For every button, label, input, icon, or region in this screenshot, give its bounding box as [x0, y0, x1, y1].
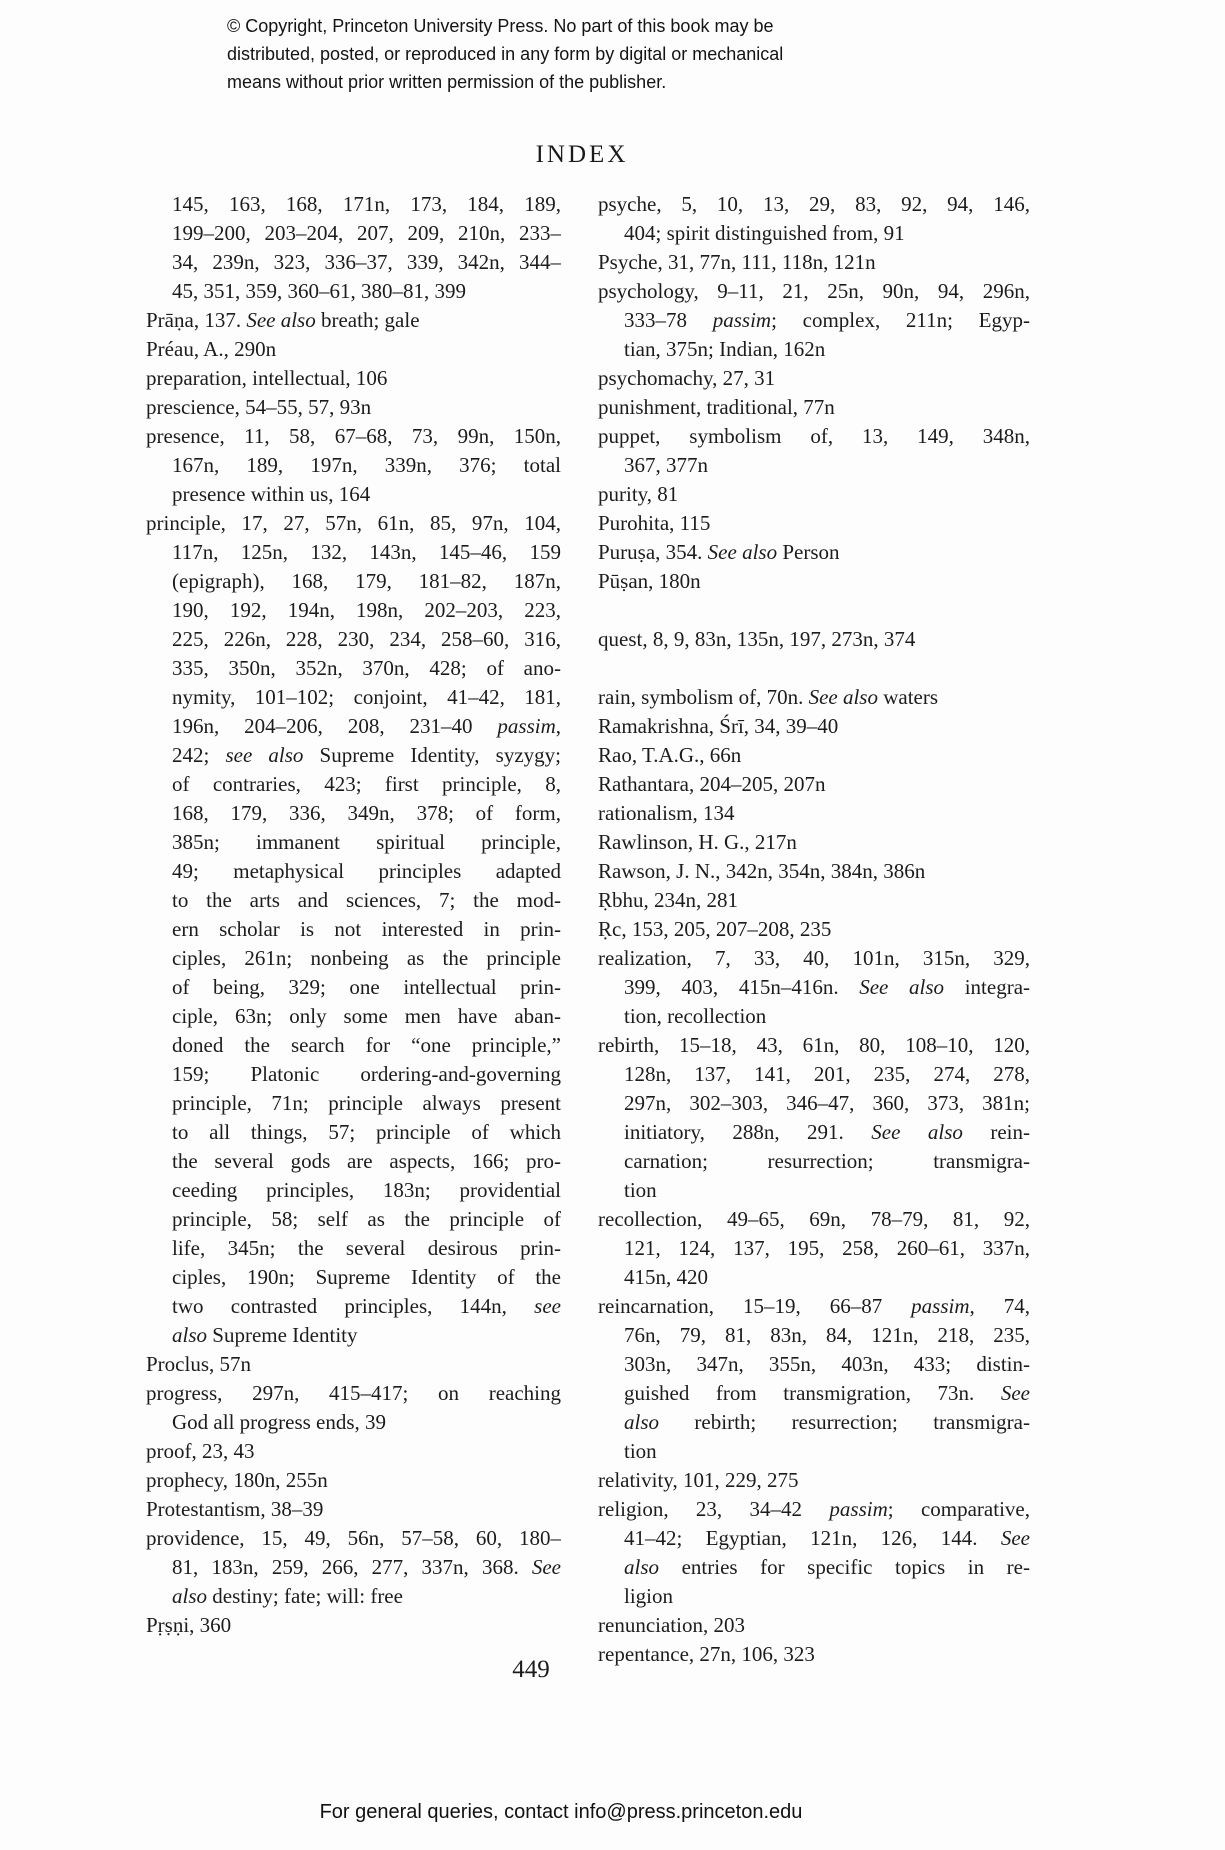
index-line-continuation: [598, 1437, 1030, 1466]
index-line-continuation: [598, 1379, 1030, 1408]
index-entry-line: [146, 1466, 561, 1495]
index-line-continuation: [146, 596, 561, 625]
index-text: guished from transmigration, 73n.: [624, 1381, 1001, 1405]
index-text: destiny; fate; will: free: [207, 1584, 403, 1608]
index-text: 159; Platonic ordering-and-governing: [172, 1062, 561, 1086]
cross-reference-text: also: [172, 1323, 208, 1347]
index-text: Supreme Identity, syzygy;: [303, 743, 561, 767]
index-text: Person: [777, 540, 840, 564]
cross-reference-text: passim: [911, 1294, 970, 1318]
index-line-continuation: [146, 248, 561, 277]
index-text: 45, 351, 359, 360–61, 380–81, 399: [172, 279, 466, 303]
index-text: Rawlinson, H. G., 217n: [598, 830, 797, 854]
cross-reference-text: see: [534, 1294, 561, 1318]
cross-reference-text: See: [531, 1555, 561, 1579]
index-text: quest, 8, 9, 83n, 135n, 197, 273n, 374: [598, 627, 916, 651]
index-text: Supreme Identity: [207, 1323, 358, 1347]
index-text: 168, 179, 336, 349n, 378; of form,: [172, 801, 561, 825]
index-text: 385n; immanent spiritual principle,: [172, 830, 561, 854]
cross-reference-text: passim: [497, 714, 556, 738]
copyright-line: means without prior written permission of the publisher.: [227, 72, 667, 92]
index-entry-line: [598, 944, 1030, 973]
index-entry-line: [598, 480, 1030, 509]
index-text: prescience, 54–55, 57, 93n: [146, 395, 372, 419]
index-text: relativity, 101, 229, 275: [598, 1468, 799, 1492]
index-line-continuation: [598, 1176, 1030, 1205]
index-text: rationalism, 134: [598, 801, 735, 825]
index-entry-line: [146, 364, 561, 393]
cross-reference-text: See also: [859, 975, 945, 999]
index-text: psychomachy, 27, 31: [598, 366, 776, 390]
index-text: 145, 163, 168, 171n, 173, 184, 189,: [172, 192, 561, 216]
index-line-continuation: [146, 1292, 561, 1321]
index-text: rebirth, 15–18, 43, 61n, 80, 108–10, 120,: [598, 1033, 1030, 1057]
index-text: 415n, 420: [624, 1265, 708, 1289]
index-text: integra-: [944, 975, 1030, 999]
index-line-continuation: [146, 799, 561, 828]
index-entry-line: [598, 857, 1030, 886]
index-text: 34, 239n, 323, 336–37, 339, 342n, 344–: [172, 250, 561, 274]
index-text: religion, 23, 34–42: [598, 1497, 830, 1521]
index-text: 404; spirit distinguished from, 91: [624, 221, 905, 245]
index-text: 242;: [172, 743, 226, 767]
index-line-continuation: [146, 683, 561, 712]
index-text: Prāṇa, 137.: [146, 308, 247, 332]
index-text: 297n, 302–303, 346–47, 360, 373, 381n;: [624, 1091, 1030, 1115]
index-text: ciples, 190n; Supreme Identity of the: [172, 1265, 561, 1289]
index-text: initiatory, 288n, 291.: [624, 1120, 872, 1144]
index-line-continuation: [598, 451, 1030, 480]
index-text: realization, 7, 33, 40, 101n, 315n, 329,: [598, 946, 1030, 970]
page-title: INDEX: [535, 141, 629, 168]
index-line-continuation: [146, 1118, 561, 1147]
index-text: waters: [877, 685, 939, 709]
index-line-continuation: [598, 335, 1030, 364]
index-text: punishment, traditional, 77n: [598, 395, 835, 419]
index-text: rebirth; resurrection; transmigra-: [659, 1410, 1030, 1434]
index-line-continuation: [146, 1002, 561, 1031]
index-line-continuation: [146, 190, 561, 219]
index-line-continuation: [146, 886, 561, 915]
index-line-continuation: [146, 828, 561, 857]
index-text: ,: [555, 714, 561, 738]
index-line-continuation: [146, 219, 561, 248]
cross-reference-text: also: [624, 1555, 660, 1579]
index-text: ; comparative,: [887, 1497, 1030, 1521]
index-line-continuation: [146, 1031, 561, 1060]
copyright-line: © Copyright, Princeton University Press. No part of this book may be: [227, 16, 774, 36]
index-entry-line: [598, 683, 1030, 712]
index-line-continuation: [146, 915, 561, 944]
index-text: Protestantism, 38–39: [146, 1497, 324, 1521]
index-text: reincarnation, 15–19, 66–87: [598, 1294, 912, 1318]
index-line-continuation: [598, 1553, 1030, 1582]
index-text: progress, 297n, 415–417; on reaching: [146, 1381, 561, 1405]
index-text: carnation; resurrection; transmigra-: [624, 1149, 1030, 1173]
index-text: of being, 329; one intellectual prin-: [172, 975, 561, 999]
index-entry-line: [598, 190, 1030, 219]
index-text: principle, 58; self as the principle of: [172, 1207, 561, 1231]
index-line-continuation: [598, 306, 1030, 335]
index-line-continuation: [146, 1553, 561, 1582]
footer-contact: For general queries, contact info@press.princeton.edu: [319, 1801, 803, 1823]
index-entry-line: [598, 1292, 1030, 1321]
index-text: tian, 375n; Indian, 162n: [624, 337, 826, 361]
index-text: 117n, 125n, 132, 143n, 145–46, 159: [172, 540, 561, 564]
index-line-continuation: [598, 973, 1030, 1002]
index-text: nymity, 101–102; conjoint, 41–42, 181,: [172, 685, 561, 709]
index-column-right: [598, 190, 1030, 1669]
index-line-continuation: [598, 1321, 1030, 1350]
index-text: principle, 71n; principle always present: [172, 1091, 561, 1115]
index-text: Rao, T.A.G., 66n: [598, 743, 742, 767]
index-text: Ṛbhu, 234n, 281: [598, 888, 739, 912]
index-text: tion: [624, 1439, 657, 1463]
index-entry-line: [598, 1466, 1030, 1495]
index-text: Pṛṣṇi, 360: [146, 1613, 232, 1637]
index-entry-line: [598, 625, 1030, 654]
index-text: preparation, intellectual, 106: [146, 366, 388, 390]
index-line-continuation: [598, 1060, 1030, 1089]
index-entry-line: [146, 1524, 561, 1553]
index-line-continuation: [146, 567, 561, 596]
index-text: Purohita, 115: [598, 511, 711, 535]
index-text: to all things, 57; principle of which: [172, 1120, 561, 1144]
index-text: 399, 403, 415n–416n.: [624, 975, 860, 999]
index-line-continuation: [146, 857, 561, 886]
index-entry-line: [598, 538, 1030, 567]
index-text: 196n, 204–206, 208, 231–40: [172, 714, 498, 738]
cross-reference-text: also: [172, 1584, 208, 1608]
index-column-left: [146, 190, 561, 1640]
index-entry-line: [598, 364, 1030, 393]
index-text: ciples, 261n; nonbeing as the principle: [172, 946, 561, 970]
index-entry-line: [146, 1379, 561, 1408]
index-text: 41–42; Egyptian, 121n, 126, 144.: [624, 1526, 1001, 1550]
index-entry-line: [598, 712, 1030, 741]
index-line-continuation: [146, 1060, 561, 1089]
index-text: ligion: [624, 1584, 674, 1608]
cross-reference-text: also: [624, 1410, 660, 1434]
index-line-continuation: [598, 1524, 1030, 1553]
index-text: Psyche, 31, 77n, 111, 118n, 121n: [598, 250, 876, 274]
index-text: tion: [624, 1178, 657, 1202]
index-entry-line: [598, 509, 1030, 538]
index-line-continuation: [146, 1089, 561, 1118]
index-entry-line: [598, 915, 1030, 944]
index-line-continuation: [146, 480, 561, 509]
index-text: 167n, 189, 197n, 339n, 376; total: [172, 453, 561, 477]
index-entry-line: [598, 393, 1030, 422]
index-entry-line: [598, 1031, 1030, 1060]
index-text: ern scholar is not interested in prin-: [172, 917, 561, 941]
index-line-continuation: [146, 451, 561, 480]
index-text: repentance, 27n, 106, 323: [598, 1642, 815, 1666]
index-entry-line: [598, 567, 1030, 596]
index-entry-line: [146, 335, 561, 364]
index-line-continuation: [146, 712, 561, 741]
index-line-continuation: [146, 944, 561, 973]
cross-reference-text: passim: [829, 1497, 888, 1521]
index-line-continuation: [146, 770, 561, 799]
index-entry-line: [146, 1611, 561, 1640]
index-text: doned the search for “one principle,”: [172, 1033, 561, 1057]
index-text: to the arts and sciences, 7; the mod-: [172, 888, 561, 912]
index-entry-line: [598, 770, 1030, 799]
index-line-continuation: [146, 625, 561, 654]
index-text: 49; metaphysical principles adapted: [172, 859, 561, 883]
index-entry-line: [146, 509, 561, 538]
index-line-continuation: [598, 219, 1030, 248]
index-text: Préau, A., 290n: [146, 337, 277, 361]
index-entry-line: [146, 306, 561, 335]
index-text: Rawson, J. N., 342n, 354n, 384n, 386n: [598, 859, 926, 883]
index-text: Rathantara, 204–205, 207n: [598, 772, 826, 796]
cross-reference-text: See also: [707, 540, 778, 564]
index-text: (epigraph), 168, 179, 181–82, 187n,: [172, 569, 561, 593]
index-line-continuation: [146, 1147, 561, 1176]
cross-reference-text: See: [1000, 1526, 1030, 1550]
index-line-continuation: [146, 277, 561, 306]
index-entry-line: [598, 886, 1030, 915]
cross-reference-text: See also: [246, 308, 316, 332]
index-text: Ṛc, 153, 205, 207–208, 235: [598, 917, 832, 941]
index-text: ceeding principles, 183n; providential: [172, 1178, 561, 1202]
index-text: 333–78: [624, 308, 713, 332]
index-entry-line: [598, 741, 1030, 770]
index-text: psychology, 9–11, 21, 25n, 90n, 94, 296n,: [598, 279, 1030, 303]
index-text: recollection, 49–65, 69n, 78–79, 81, 92,: [598, 1207, 1030, 1231]
index-text: 225, 226n, 228, 230, 234, 258–60, 316,: [172, 627, 561, 651]
index-line-continuation: [146, 1321, 561, 1350]
index-text: God all progress ends, 39: [172, 1410, 387, 1434]
index-line-continuation: [146, 1205, 561, 1234]
index-text: principle, 17, 27, 57n, 61n, 85, 97n, 104,: [146, 511, 561, 535]
index-text: prophecy, 180n, 255n: [146, 1468, 328, 1492]
index-line-continuation: [598, 1234, 1030, 1263]
cross-reference-text: See also: [871, 1120, 963, 1144]
index-text: 121, 124, 137, 195, 258, 260–61, 337n,: [624, 1236, 1030, 1260]
cross-reference-text: See: [1000, 1381, 1030, 1405]
index-entry-line: [598, 1495, 1030, 1524]
index-gap: [598, 596, 1030, 625]
index-text: providence, 15, 49, 56n, 57–58, 60, 180–: [146, 1526, 561, 1550]
index-line-continuation: [598, 1002, 1030, 1031]
index-text: Puruṣa, 354.: [598, 540, 708, 564]
index-text: purity, 81: [598, 482, 679, 506]
index-gap: [598, 654, 1030, 683]
index-text: , 74,: [969, 1294, 1030, 1318]
index-text: the several gods are aspects, 166; pro-: [172, 1149, 561, 1173]
index-text: presence, 11, 58, 67–68, 73, 99n, 150n,: [146, 424, 561, 448]
index-line-continuation: [598, 1118, 1030, 1147]
index-text: psyche, 5, 10, 13, 29, 83, 92, 94, 146,: [598, 192, 1030, 216]
index-entry-line: [598, 277, 1030, 306]
index-text: rain, symbolism of, 70n.: [598, 685, 809, 709]
index-entry-line: [598, 799, 1030, 828]
cross-reference-text: See also: [808, 685, 878, 709]
index-text: rein-: [962, 1120, 1030, 1144]
index-text: proof, 23, 43: [146, 1439, 255, 1463]
index-text: 199–200, 203–204, 207, 209, 210n, 233–: [172, 221, 561, 245]
index-text: 190, 192, 194n, 198n, 202–203, 223,: [172, 598, 561, 622]
index-entry-line: [598, 1205, 1030, 1234]
index-text: 76n, 79, 81, 83n, 84, 121n, 218, 235,: [624, 1323, 1030, 1347]
index-text: ciple, 63n; only some men have aban-: [172, 1004, 561, 1028]
index-text: entries for specific topics in re-: [659, 1555, 1030, 1579]
index-text: ; complex, 211n; Egyp-: [771, 308, 1030, 332]
index-line-continuation: [146, 1263, 561, 1292]
index-entry-line: [146, 1495, 561, 1524]
page-number: 449: [512, 1656, 550, 1683]
index-entry-line: [598, 248, 1030, 277]
index-line-continuation: [146, 741, 561, 770]
index-line-continuation: [598, 1263, 1030, 1292]
index-line-continuation: [146, 1582, 561, 1611]
index-text: puppet, symbolism of, 13, 149, 348n,: [598, 424, 1030, 448]
index-text: 367, 377n: [624, 453, 708, 477]
index-line-continuation: [146, 973, 561, 1002]
copyright-notice: [227, 12, 783, 96]
index-line-continuation: [598, 1350, 1030, 1379]
index-entry-line: [598, 422, 1030, 451]
index-text: life, 345n; the several desirous prin-: [172, 1236, 561, 1260]
index-entry-line: [146, 1350, 561, 1379]
index-text: 335, 350n, 352n, 370n, 428; of ano-: [172, 656, 561, 680]
index-line-continuation: [146, 1234, 561, 1263]
index-text: tion, recollection: [624, 1004, 767, 1028]
copyright-line: distributed, posted, or reproduced in any form by digital or mechanical: [227, 44, 784, 64]
index-line-continuation: [598, 1089, 1030, 1118]
index-line-continuation: [146, 654, 561, 683]
index-line-continuation: [146, 1408, 561, 1437]
index-text: Proclus, 57n: [146, 1352, 251, 1376]
index-text: 81, 183n, 259, 266, 277, 337n, 368.: [172, 1555, 532, 1579]
index-line-continuation: [598, 1147, 1030, 1176]
index-text: Ramakrishna, Śrī, 34, 39–40: [598, 714, 839, 738]
index-entry-line: [598, 1611, 1030, 1640]
index-entry-line: [598, 828, 1030, 857]
index-text: breath; gale: [315, 308, 420, 332]
index-line-continuation: [146, 538, 561, 567]
index-line-continuation: [598, 1582, 1030, 1611]
index-line-continuation: [146, 1176, 561, 1205]
index-text: Pūṣan, 180n: [598, 569, 701, 593]
cross-reference-text: see also: [225, 743, 304, 767]
index-text: 128n, 137, 141, 201, 235, 274, 278,: [624, 1062, 1030, 1086]
index-entry-line: [146, 422, 561, 451]
index-text: renunciation, 203: [598, 1613, 745, 1637]
cross-reference-text: passim: [712, 308, 772, 332]
index-entry-line: [146, 1437, 561, 1466]
index-line-continuation: [598, 1408, 1030, 1437]
index-text: 303n, 347n, 355n, 403n, 433; distin-: [624, 1352, 1030, 1376]
index-entry-line: [146, 393, 561, 422]
index-text: of contraries, 423; first principle, 8,: [172, 772, 561, 796]
index-text: two contrasted principles, 144n,: [172, 1294, 535, 1318]
index-text: presence within us, 164: [172, 482, 371, 506]
